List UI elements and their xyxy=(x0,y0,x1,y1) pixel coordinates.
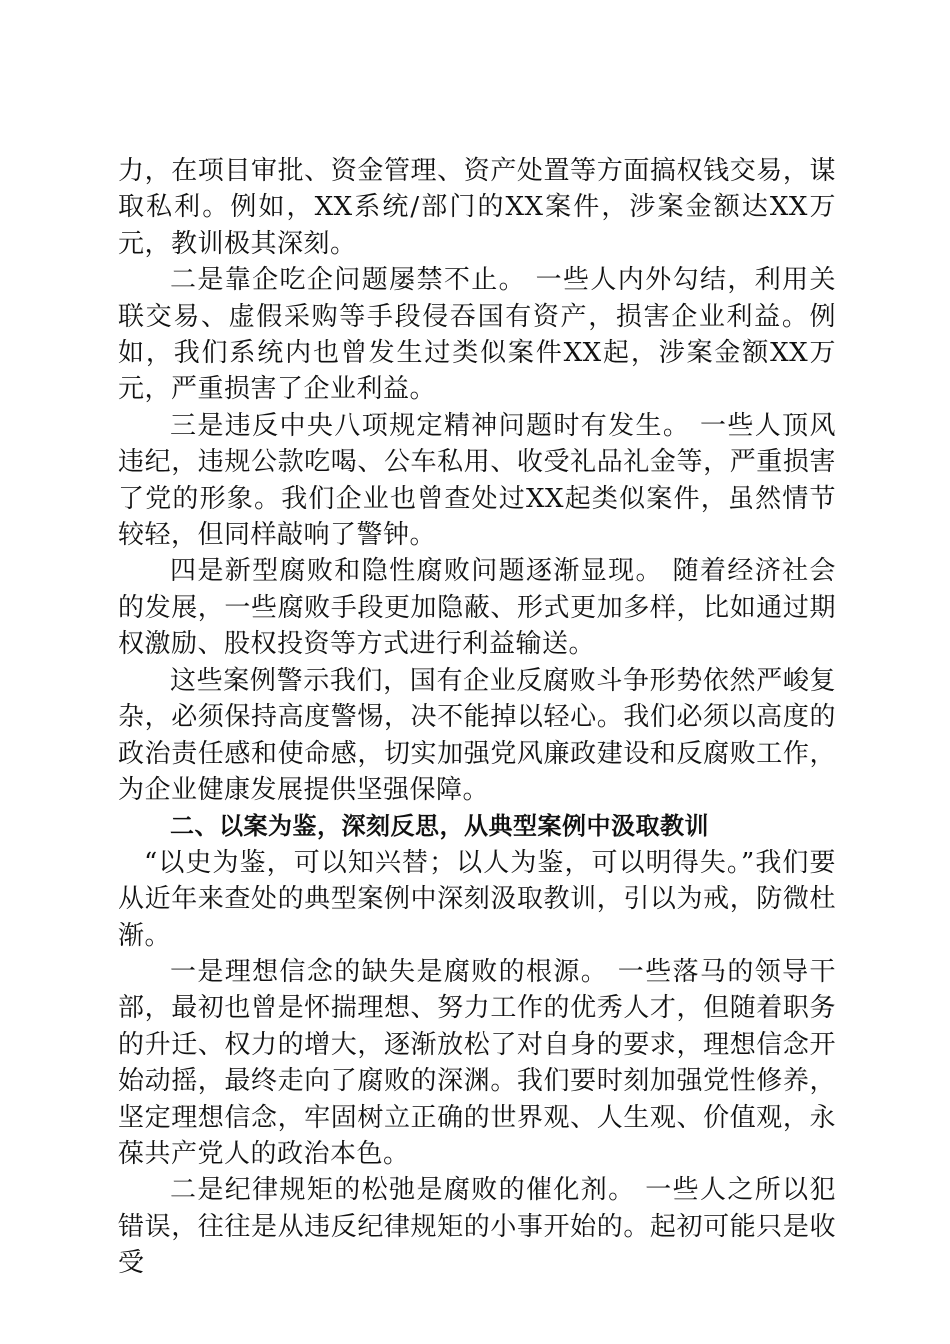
paragraph-lesson-two: 二是纪律规矩的松弛是腐败的催化剂。 一些人之所以犯错误，往往是从违反纪律规矩的小事开始的。起初可能只是收受 xyxy=(118,1175,836,1279)
paragraph-point-three: 三是违反中央八项规定精神问题时有发生。 一些人顶风违纪，违规公款吃喝、公车私用、收受礼品礼金等，严重损害了党的形象。我们企业也曾查处过XX起类似案件，虽然情节较轻，但同样敲响了警钟。 xyxy=(118,410,836,551)
paragraph-point-two: 二是靠企吃企问题屡禁不止。 一些人内外勾结，利用关联交易、虚假采购等手段侵吞国有资产，损害企业利益。例如，我们系统内也曾发生过类似案件XX起，涉案金额XX万元，严重损害了企业利益。 xyxy=(118,265,836,405)
paragraph-summary: 这些案例警示我们，国有企业反腐败斗争形势依然严峻复杂，必须保持高度警惕，决不能掉以轻心。我们必须以高度的政治责任感和使命感，切实加强党风廉政建设和反腐败工作，为企业健康发展提供坚强保障。 xyxy=(118,665,836,805)
paragraph-lesson-one: 一是理想信念的缺失是腐败的根源。 一些落马的领导干部，最初也曾是怀揣理想、努力工作的优秀人才，但随着职务的升迁、权力的增大，逐渐放松了对自身的要求，理想信念开始动摇，最终走向了腐败的深渊。我们要时刻加强党性修养，坚定理想信念，牢固树立正确的世界观、人生观、价值观，永葆共产党人的政治本色。 xyxy=(118,956,836,1169)
paragraph-continuation: 力，在项目审批、资金管理、资产处置等方面搞权钱交易，谋取私利。例如，XX系统/部门的XX案件，涉案金额达XX万元，教训极其深刻。 xyxy=(118,156,836,259)
paragraph-quote: “以史为鉴，可以知兴替；以人为鉴，可以明得失。”我们要从近年来查处的典型案例中深刻汲取教训，引以为戒，防微杜渐。 xyxy=(118,847,836,951)
section-heading: 二、以案为鉴，深刻反思，从典型案例中汲取教训 xyxy=(170,812,709,841)
document-page xyxy=(118,153,836,1282)
paragraph-point-four: 四是新型腐败和隐性腐败问题逐渐显现。 随着经济社会的发展，一些腐败手段更加隐蔽、形式更加多样，比如通过期权激励、股权投资等方式进行利益输送。 xyxy=(118,556,836,660)
